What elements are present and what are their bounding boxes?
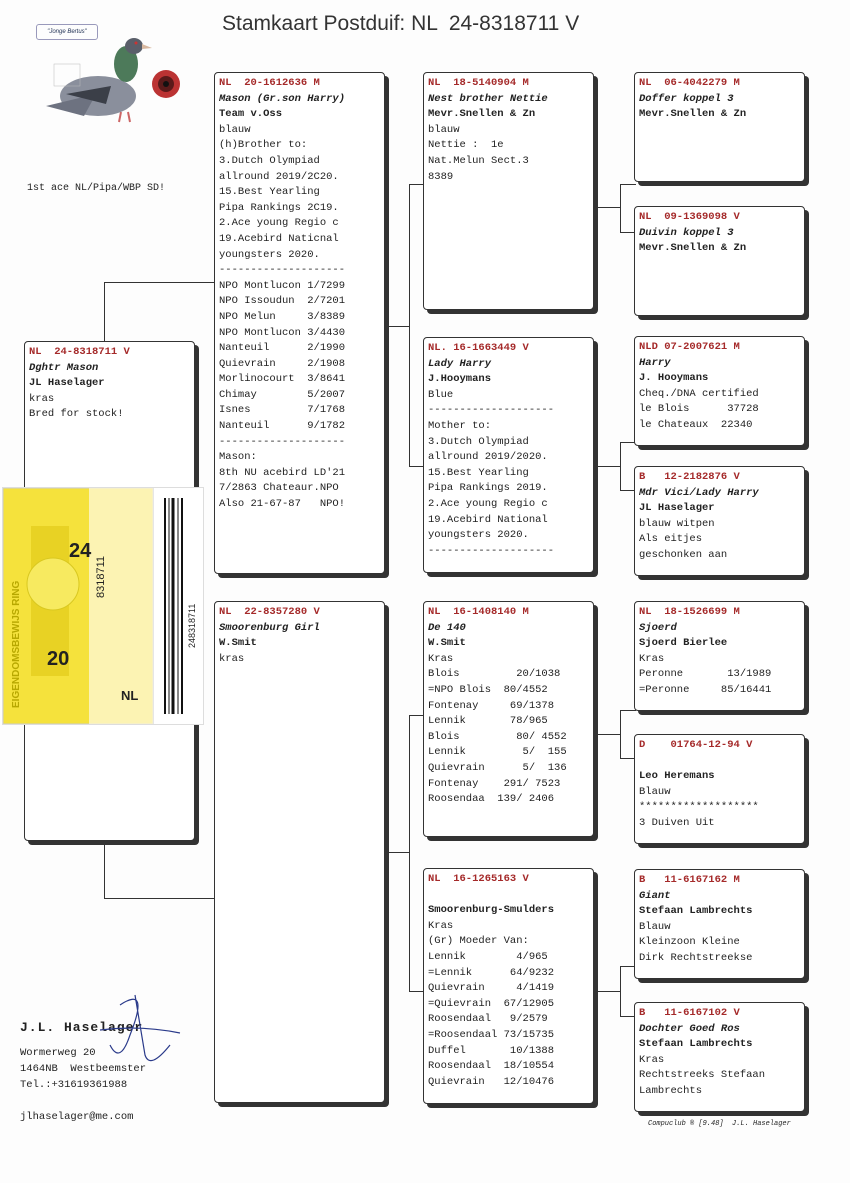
ring-number: NL 16-1408140 M	[428, 606, 529, 618]
connector	[592, 207, 620, 208]
card-line: 15.Best Yearling	[219, 186, 320, 199]
card-line: Duffel 10/1388	[428, 1044, 555, 1057]
owner-name: Stefaan Lambrechts	[639, 1038, 753, 1051]
pigeon-name	[639, 754, 800, 770]
ring-number: NL 20-1612636 M	[219, 77, 320, 89]
card-line: Pipa Rankings 2019.	[428, 482, 548, 495]
ring-number: B 11-6167102 V	[639, 1007, 740, 1019]
connector	[384, 326, 409, 327]
card-line: Blois 80/ 4552	[428, 730, 567, 743]
connector	[104, 282, 216, 283]
connector	[104, 282, 105, 342]
sire-card[interactable]	[214, 72, 385, 574]
card-line: le Blois 37728	[639, 403, 759, 416]
ring-number: B 11-6167162 M	[639, 874, 740, 886]
card-line: allround 2019/2020.	[428, 451, 548, 464]
owner-name: JL Haselager	[639, 502, 715, 515]
breeder-city: 1464NB Westbeemster	[20, 1063, 147, 1075]
card-line: allround 2019/2C20.	[219, 170, 339, 183]
card-line: Peronne 13/1989	[639, 668, 772, 681]
pigeon-icon	[36, 24, 186, 134]
card-line: =Peronne 85/16441	[639, 683, 772, 696]
dds-card[interactable]	[634, 869, 805, 979]
breeder-phone: Tel.:+31619361988	[20, 1079, 128, 1091]
signature	[90, 985, 200, 1075]
card-line: youngsters 2020.	[428, 529, 529, 542]
card-line: Rechtstreeks Stefaan	[639, 1069, 766, 1082]
card-line: Quievrain 4/1419	[428, 982, 555, 995]
ddd-card[interactable]	[634, 1002, 805, 1112]
pigeon-name: Lady Harry	[428, 357, 492, 370]
owner-name: J.Hooymans	[428, 373, 492, 386]
card-line: --------------------	[219, 435, 346, 448]
connector	[409, 184, 410, 466]
ring-barcode-number: 248318711	[187, 603, 197, 648]
ring-number: NL 16-1265163 V	[428, 873, 529, 885]
card-line: (h)Brother to:	[219, 139, 308, 152]
owner-name: J. Hooymans	[639, 372, 709, 385]
sire-dam-card[interactable]	[423, 337, 594, 573]
card-line: kras	[29, 392, 55, 405]
card-line: NPO Montlucon 1/7299	[219, 279, 346, 292]
card-line: Cheq./DNA certified	[639, 387, 759, 400]
card-line: Blauw	[639, 785, 671, 798]
owner-name: W.Smit	[428, 637, 466, 650]
pigeon-name: Doffer koppel 3	[639, 92, 734, 105]
breeder-email[interactable]: jlhaselager@me.com	[20, 1111, 134, 1123]
card-line: 3.Dutch Olympiad	[219, 154, 320, 167]
owner-name: Smoorenburg-Smulders	[428, 904, 555, 917]
ring-number: NLD 07-2007621 M	[639, 341, 740, 353]
card-line: --------------------	[428, 544, 555, 557]
ring-number: NL. 16-1663449 V	[428, 342, 529, 354]
card-line: blauw	[219, 123, 251, 136]
owner-name: Sjoerd Bierlee	[639, 637, 728, 650]
footer-credit: Compuclub ® [9.48] J.L. Haselager	[648, 1120, 791, 1128]
sdd-card[interactable]	[634, 466, 805, 576]
ring-number: NL 06-4042279 M	[639, 77, 740, 89]
card-line: Blauw	[639, 920, 671, 933]
club-logo	[36, 24, 186, 134]
owner-name: W.Smit	[219, 637, 257, 650]
ring-number: NL 24-8318711 V	[29, 346, 130, 358]
card-line: Mother to:	[428, 419, 492, 432]
dam-dam-card[interactable]	[423, 868, 594, 1104]
ring-country: NL	[121, 688, 139, 703]
card-line: youngsters 2020.	[219, 248, 320, 261]
ring-year-2: 20	[47, 648, 70, 670]
pigeon-name: Giant	[639, 889, 671, 902]
card-line: 8th NU acebird LD'21	[219, 466, 346, 479]
card-line: Nanteuil 9/1782	[219, 420, 346, 433]
card-line: Pipa Rankings 2C19.	[219, 201, 339, 214]
card-line: 19.Acebird National	[428, 513, 548, 526]
card-line: Lennik 5/ 155	[428, 746, 567, 759]
connector	[592, 734, 620, 735]
card-line: geschonken aan	[639, 548, 728, 561]
card-line: NPO Montlucon 3/4430	[219, 326, 346, 339]
card-line: 3.Dutch Olympiad	[428, 435, 529, 448]
card-line: Nettie : 1e	[428, 139, 504, 152]
connector	[620, 710, 621, 758]
card-line: Als eitjes	[639, 533, 703, 546]
card-line: 19.Acebird Naticnal	[219, 232, 339, 245]
connector	[620, 710, 636, 711]
card-line: Kras	[428, 919, 454, 932]
card-line: Quievrain 12/10476	[428, 1075, 555, 1088]
connector	[409, 715, 410, 991]
card-line: 15.Best Yearling	[428, 466, 529, 479]
pigeon-name: Harry	[639, 356, 671, 369]
dam-sire-card[interactable]	[423, 601, 594, 837]
card-line: --------------------	[219, 264, 346, 277]
card-line: NPO Issoudun 2/7201	[219, 295, 346, 308]
card-line: 7/2863 Chateaur.NPO	[219, 482, 339, 495]
card-line: Chimay 5/2007	[219, 388, 346, 401]
connector	[620, 184, 621, 232]
pigeon-name: Mason (Gr.son Harry)	[219, 92, 346, 105]
owner-name: JL Haselager	[29, 377, 105, 390]
dss-card[interactable]	[634, 601, 805, 711]
card-line: Kras	[639, 1053, 665, 1066]
pigeon-name: Dochter Goed Ros	[639, 1022, 740, 1035]
connector	[104, 898, 216, 899]
card-line: blauw	[428, 123, 460, 136]
sds-card[interactable]	[634, 336, 805, 446]
card-line: Roosendaal 18/10554	[428, 1060, 555, 1073]
card-line: Lambrechts	[639, 1084, 703, 1097]
card-line: 2.Ace young Regio c	[428, 497, 548, 510]
card-line: Nat.Melun Sect.3	[428, 154, 529, 167]
card-line: 2.Ace young Regio c	[219, 217, 339, 230]
card-line: Fontenay 291/ 7523	[428, 777, 561, 790]
dam-card[interactable]	[214, 601, 385, 1103]
connector	[104, 840, 105, 898]
card-line: blauw witpen	[639, 517, 715, 530]
card-line: 8389	[428, 170, 454, 183]
card-line: Lennik 78/965	[428, 715, 548, 728]
card-line: Morlinocourt 3/8641	[219, 373, 346, 386]
card-line: --------------------	[428, 404, 555, 417]
card-line: Blois 20/1038	[428, 668, 561, 681]
card-line: =Roosendaal 73/15735	[428, 1028, 555, 1041]
sss-card[interactable]	[634, 72, 805, 182]
owner-name: Mevr.Snellen & Zn	[639, 242, 747, 255]
ring-number: NL 18-5140904 M	[428, 77, 529, 89]
card-line: 3 Duiven Uit	[639, 816, 715, 829]
card-line: =NPO Blois 80/4552	[428, 683, 548, 696]
ring-number: NL 18-1526699 M	[639, 606, 740, 618]
owner-name: Stefaan Lambrechts	[639, 905, 753, 918]
card-line: Isnes 7/1768	[219, 404, 346, 417]
card-line: le Chateaux 22340	[639, 418, 753, 431]
card-line: =Lennik 64/9232	[428, 966, 555, 979]
ring-number: 8318711	[95, 555, 107, 598]
pigeon-name: Nest brother Nettie	[428, 92, 548, 105]
connector	[384, 852, 409, 853]
ring-number: NL 09-1369098 V	[639, 211, 740, 223]
pigeon-name	[428, 888, 589, 904]
sire-sire-card[interactable]	[423, 72, 594, 310]
ring-number: B 12-2182876 V	[639, 471, 740, 483]
card-line: NPO Melun 3/8389	[219, 310, 346, 323]
owner-name: Mevr.Snellen & Zn	[639, 108, 747, 121]
pigeon-name: Smoorenburg Girl	[219, 621, 320, 634]
dsd-card[interactable]	[634, 734, 805, 844]
card-line: Kras	[639, 652, 665, 665]
card-line: Kleinzoon Kleine	[639, 936, 740, 949]
pigeon-name: Duivin koppel 3	[639, 226, 734, 239]
connector	[592, 991, 620, 992]
owner-name: Mevr.Snellen & Zn	[428, 108, 536, 121]
card-line: Kras	[428, 652, 454, 665]
page-title: Stamkaart Postduif: NL 24-8318711 V	[222, 12, 580, 35]
breeder-name: J.L. Haselager	[20, 1020, 144, 1035]
card-line: Roosendaa 139/ 2406	[428, 793, 555, 806]
card-line: Nanteuil 2/1990	[219, 342, 346, 355]
card-line: Blue	[428, 388, 454, 401]
card-line: =Quievrain 67/12905	[428, 997, 555, 1010]
card-line: Also 21-67-87 NPO!	[219, 498, 346, 511]
card-line: Quievrain 5/ 136	[428, 761, 567, 774]
ring-certificate	[3, 488, 203, 724]
connector	[620, 966, 621, 1016]
ring-year: 24	[69, 540, 92, 562]
card-line: Bred for stock!	[29, 408, 124, 421]
pigeon-name: Sjoerd	[639, 621, 677, 634]
breeder-address: Wormerweg 20	[20, 1047, 96, 1059]
connector	[592, 466, 620, 467]
ring-side-text: EIGENDOMSBEWIJS RING	[11, 580, 22, 708]
card-line: Dirk Rechtstreekse	[639, 951, 753, 964]
pigeon-name: De 140	[428, 621, 466, 634]
card-line: Mason:	[219, 451, 257, 464]
connector	[620, 442, 621, 490]
card-line: kras	[219, 652, 245, 665]
ssd-card[interactable]	[634, 206, 805, 316]
card-line: Lennik 4/965	[428, 950, 548, 963]
ring-number: NL 22-8357280 V	[219, 606, 320, 618]
card-line: Roosendaal 9/2579	[428, 1013, 548, 1026]
logo-label: "Jonge Bertus"	[36, 24, 98, 40]
ace-note: 1st ace NL/Pipa/WBP SD!	[27, 183, 166, 194]
connector	[620, 184, 636, 185]
card-line: *******************	[639, 801, 759, 814]
owner-name: Team v.Oss	[219, 108, 283, 121]
card-line: Quievrain 2/1908	[219, 357, 346, 370]
card-line: (Gr) Moeder Van:	[428, 935, 529, 948]
card-line: Fontenay 69/1378	[428, 699, 555, 712]
pigeon-name: Mdr Vici/Lady Harry	[639, 486, 759, 499]
pigeon-name: Dghtr Mason	[29, 361, 99, 374]
ring-number: D 01764-12-94 V	[639, 739, 753, 751]
owner-name: Leo Heremans	[639, 770, 715, 783]
